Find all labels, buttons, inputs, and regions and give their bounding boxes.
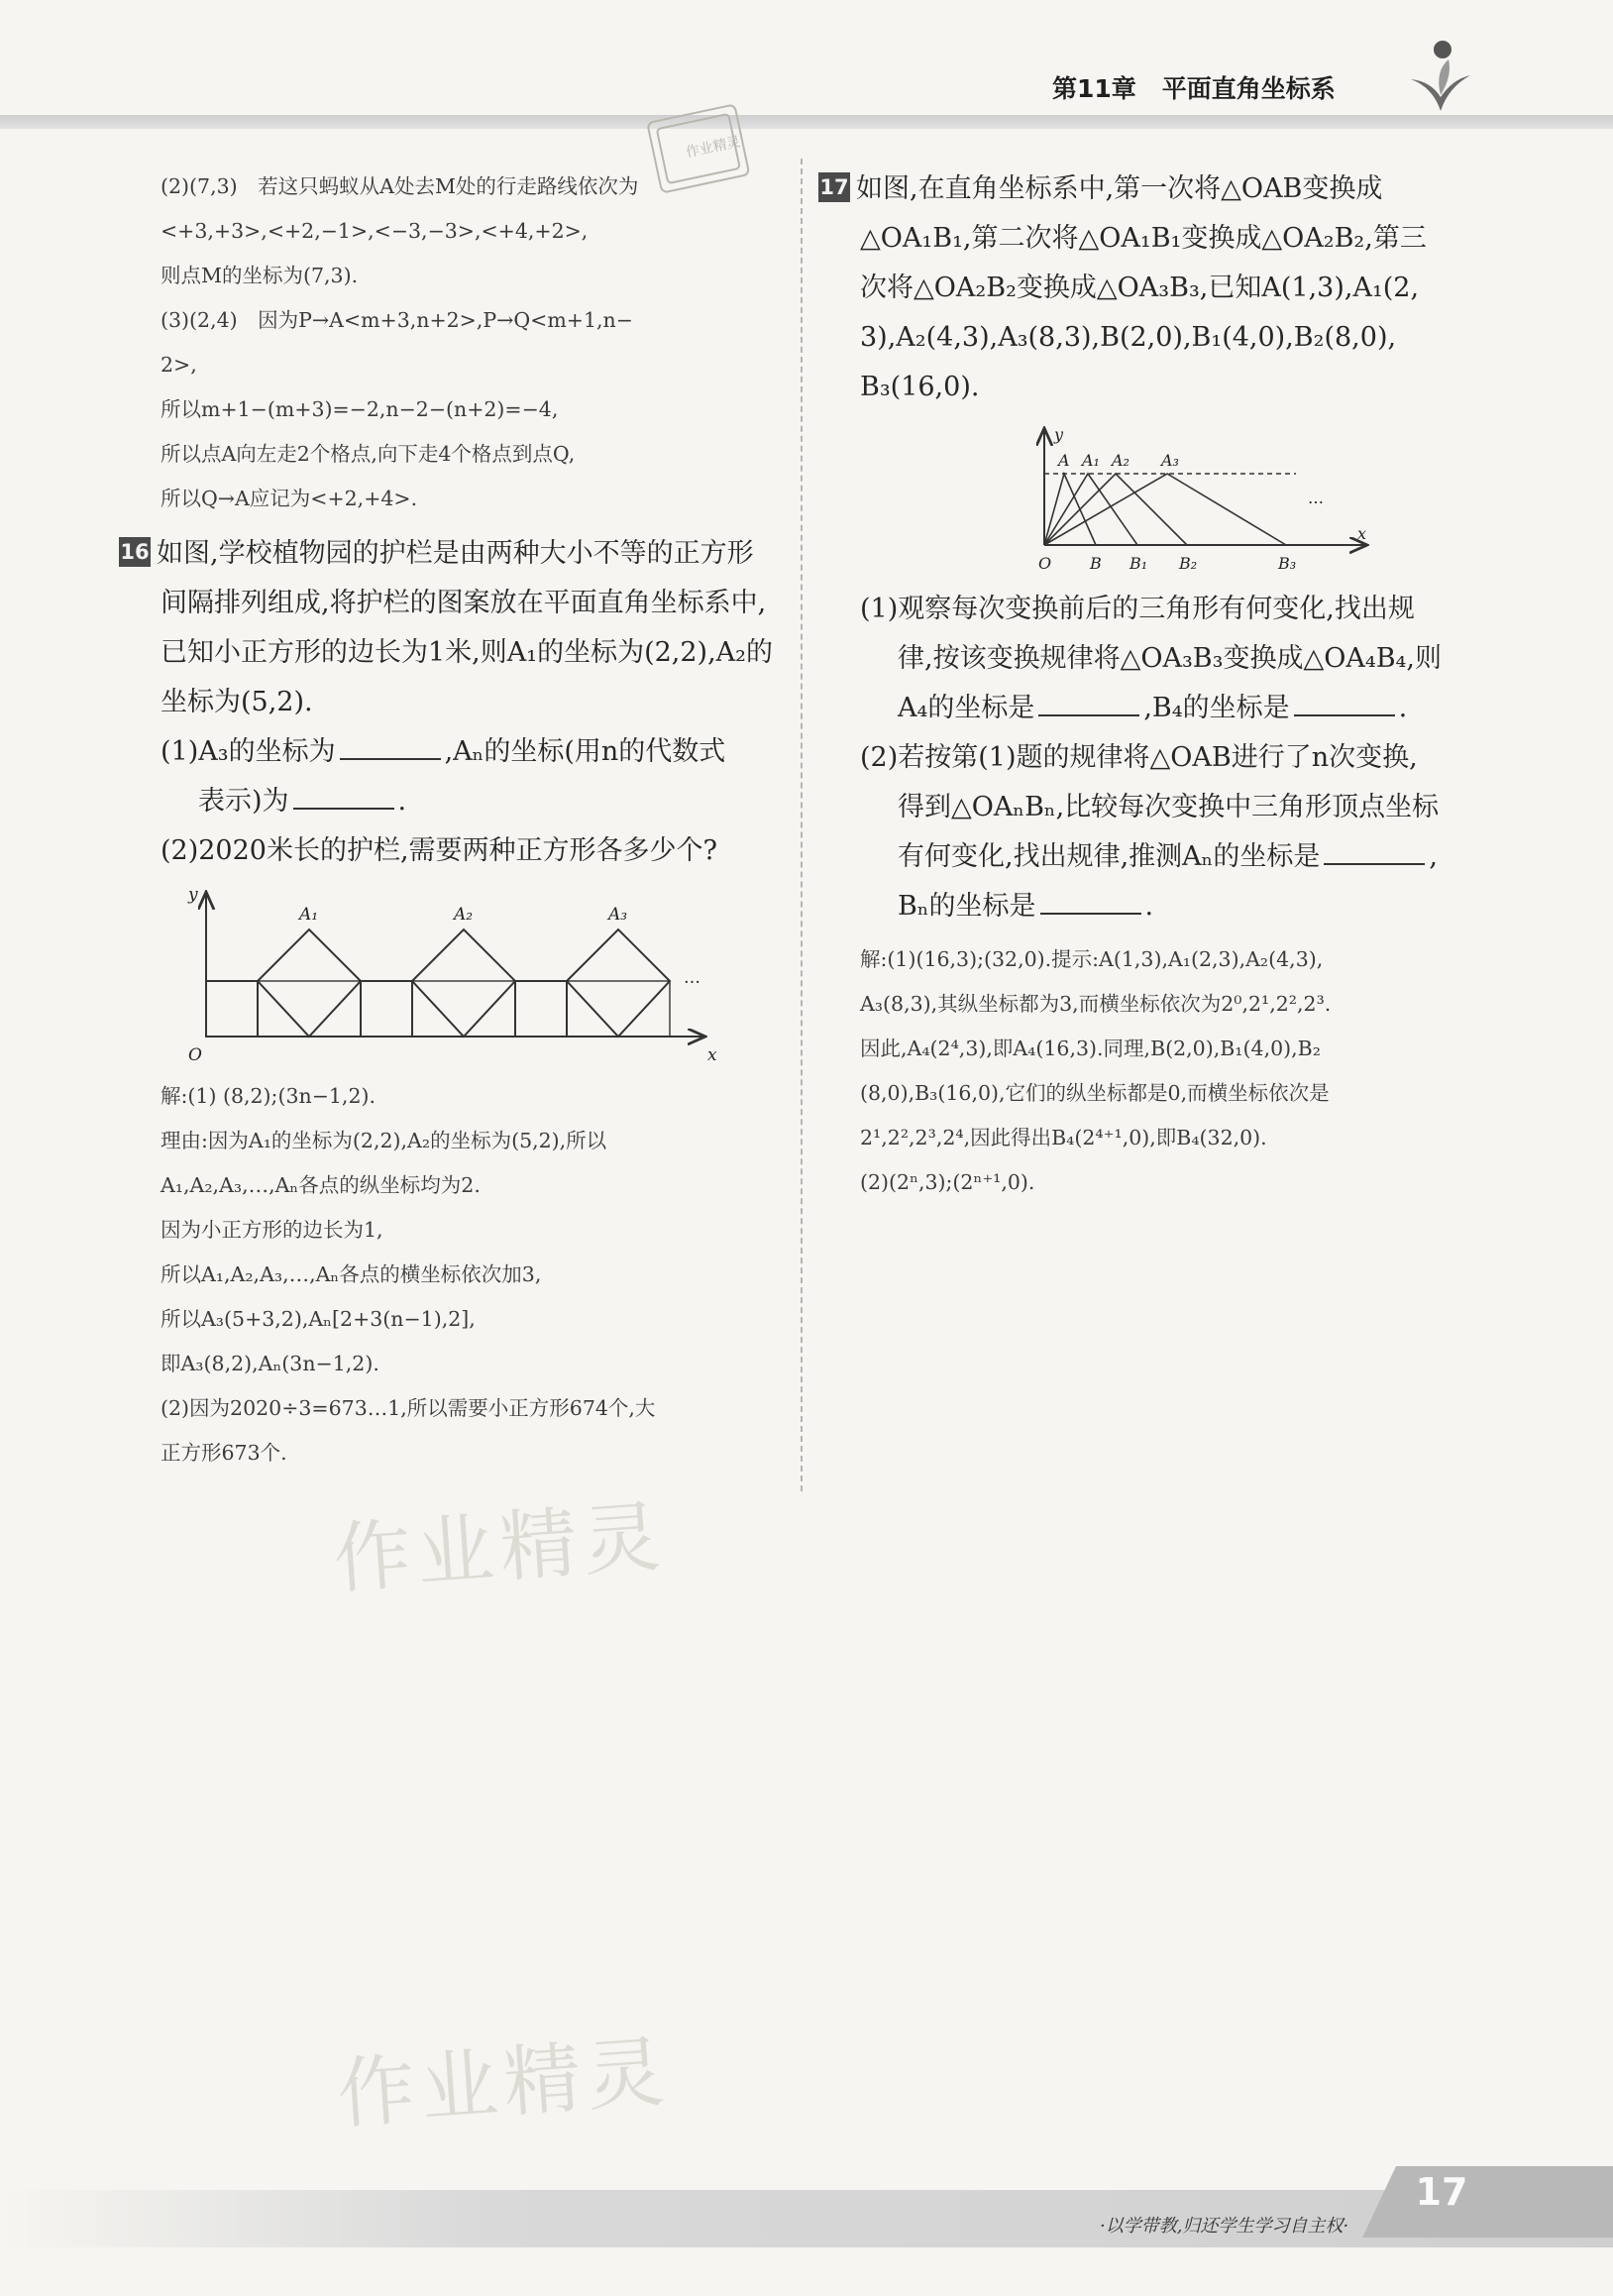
question-17-line: 次将△OA₂B₂变换成△OA₃B₃,已知A(1,3),A₁(2,: [860, 273, 1420, 303]
answer-line: 所以Q→A应记为<+2,+4>.: [161, 487, 418, 510]
page-number: 17: [1415, 2170, 1468, 2214]
question-17: [819, 164, 1484, 214]
origin-label: O: [1038, 554, 1052, 573]
solution-line: (2)(2ⁿ,3);(2ⁿ⁺¹,0).: [860, 1170, 1035, 1194]
solution-line: 解:(1)(16,3);(32,0).提示:A(1,3),A₁(2,3),A₂(4,3),: [860, 947, 1324, 971]
question-17-part-1-line: (1)观察每次变换前后的三角形有何变化,找出规: [860, 594, 1415, 624]
left-column: [120, 164, 780, 1476]
q17-part1-text-b: ,B₄的坐标是: [1143, 693, 1290, 723]
point-label-a2: A₂: [1112, 451, 1129, 470]
question-17-part-2-line: (2)若按第(1)题的规律将△OAB进行了n次变换,: [860, 742, 1418, 773]
point-label-a2: A₂: [454, 905, 474, 925]
footer-bar: [0, 2190, 1613, 2247]
answer-blank[interactable]: [293, 786, 394, 810]
fence-figure: [168, 880, 723, 1068]
question-17-line: 3),A₂(4,3),A₃(8,3),B(2,0),B₁(4,0),B₂(8,0),: [860, 322, 1397, 353]
answer-line: (3)(2,4) 因为P→A<m+3,n+2>,P→Q<m+1,n−: [161, 308, 633, 332]
q17-part1-text-a: A₄的坐标是: [898, 693, 1035, 723]
answer-line: <+3,+3>,<+2,−1>,<−3,−3>,<+4,+2>,: [161, 219, 589, 243]
solution-line: (8,0),B₃(16,0),它们的纵坐标都是0,而横坐标依次是: [860, 1081, 1330, 1105]
question-16-part-2: (2)2020米长的护栏,需要两种正方形各多少个?: [161, 835, 718, 866]
q17-part2-text-a: 有何变化,找出规律,推测Aₙ的坐标是: [898, 841, 1321, 872]
chapter-number: 第11章: [1052, 74, 1136, 103]
column-divider: [801, 159, 803, 1491]
y-axis-label: y: [188, 885, 198, 905]
book-leaf-logo-icon: [1405, 36, 1474, 117]
q16-part1-text-b: ,Aₙ的坐标(用n的代数式: [444, 736, 726, 767]
point-label-a1: A₁: [299, 905, 319, 925]
solution-line: 因为小正方形的边长为1,: [161, 1218, 383, 1242]
answer-line: (2)(7,3) 若这只蚂蚁从A处去M处的行走路线依次为: [161, 174, 639, 198]
answer-blank[interactable]: [340, 736, 441, 760]
point-label-b1: B₁: [1129, 554, 1148, 573]
triangle-transform-figure: [1009, 422, 1425, 581]
answer-blank[interactable]: [1294, 693, 1395, 716]
q17-part2-text-b: Bₙ的坐标是: [898, 891, 1036, 922]
q16-part1-text-c: 表示)为: [198, 786, 289, 817]
point-label-b2: B₂: [1179, 554, 1198, 573]
continuation-dots: …: [1308, 489, 1324, 507]
question-17-part-1-line: 律,按该变换规律将△OA₃B₃变换成△OA₄B₄,则: [898, 643, 1442, 674]
origin-label: O: [188, 1045, 202, 1065]
solution-line: A₁,A₂,A₃,…,Aₙ各点的纵坐标均为2.: [161, 1173, 481, 1197]
solution-line: 2¹,2²,2³,2⁴,因此得出B₄(2⁴⁺¹,0),即B₄(32,0).: [860, 1126, 1267, 1149]
y-axis-label: y: [1054, 425, 1064, 444]
question-17-part-2-blanks: Bₙ的坐标是 .: [898, 891, 1154, 922]
solution-line: 因此,A₄(2⁴,3),即A₄(16,3).同理,B(2,0),B₁(4,0),B₂: [860, 1037, 1321, 1060]
point-label-a3: A₃: [608, 905, 628, 925]
x-axis-label: x: [707, 1045, 717, 1065]
question-16-part-1: (1)A₃的坐标为 ,Aₙ的坐标(用n的代数式 表示)为 .: [161, 736, 726, 817]
solution-line: 解:(1) (8,2);(3n−1,2).: [161, 1084, 376, 1108]
point-label-a: A: [1058, 451, 1070, 470]
footer-slogan: ·以学带教,归还学生学习自主权·: [1100, 2216, 1349, 2237]
question-17-line: B₃(16,0).: [860, 372, 980, 402]
question-17-line: 如图,在直角坐标系中,第一次将△OAB变换成: [856, 173, 1383, 204]
question-17-part-2-blanks: 有何变化,找出规律,推测Aₙ的坐标是 ,: [898, 841, 1438, 872]
answer-line: 所以m+1−(m+3)=−2,n−2−(n+2)=−4,: [161, 397, 559, 421]
question-number-badge: 17: [818, 172, 850, 202]
watermark-text: 作业精灵: [334, 2027, 674, 2140]
continuation-dots: …: [684, 968, 700, 988]
answer-blank[interactable]: [1040, 891, 1141, 915]
solution-line: A₃(8,3),其纵坐标都为3,而横坐标依次为2⁰,2¹,2²,2³.: [860, 992, 1332, 1016]
point-label-a3: A₃: [1161, 451, 1179, 470]
point-label-a1: A₁: [1082, 451, 1100, 470]
solution-line: 所以A₁,A₂,A₃,…,Aₙ各点的横坐标依次加3,: [161, 1262, 542, 1286]
answer-blank[interactable]: [1038, 693, 1139, 716]
point-label-b: B: [1090, 554, 1102, 573]
question-17-part-2-line: 得到△OAₙBₙ,比较每次变换中三角形顶点坐标: [898, 792, 1440, 822]
solution-line: 正方形673个.: [161, 1441, 287, 1465]
chapter-header: [1052, 69, 1336, 105]
right-column: [819, 164, 1484, 1205]
answer-line: 2>,: [161, 353, 197, 377]
solution-line: (2)因为2020÷3=673…1,所以需要小正方形674个,大: [161, 1396, 656, 1420]
question-16: [120, 529, 780, 727]
solution-line: 理由:因为A₁的坐标为(2,2),A₂的坐标为(5,2),所以: [161, 1129, 607, 1152]
answer-line: 所以点A向左走2个格点,向下走4个格点到点Q,: [161, 442, 576, 466]
chapter-title: 平面直角坐标系: [1161, 74, 1336, 103]
question-17-part-1-blanks: A₄的坐标是 ,B₄的坐标是 .: [898, 693, 1408, 723]
stamp-text: 作业精灵: [684, 134, 742, 162]
header-rule: [0, 115, 1613, 129]
point-label-b3: B₃: [1278, 554, 1297, 573]
answer-line: 则点M的坐标为(7,3).: [161, 264, 359, 287]
solution-line: 即A₃(8,2),Aₙ(3n−1,2).: [161, 1352, 379, 1375]
x-axis-label: x: [1357, 524, 1367, 543]
q16-part1-text-a: (1)A₃的坐标为: [161, 736, 336, 767]
solution-line: 所以A₃(5+3,2),Aₙ[2+3(n−1),2],: [161, 1307, 476, 1331]
question-number-badge: 16: [119, 537, 151, 567]
question-17-line: △OA₁B₁,第二次将△OA₁B₁变换成△OA₂B₂,第三: [860, 223, 1427, 254]
question-16-text: 如图,学校植物园的护栏是由两种大小不等的正方形间隔排列组成,将护栏的图案放在平面直角坐标系中,已知小正方形的边长为1米,则A₁的坐标为(2,2),A₂的坐标为(5,2).: [157, 538, 773, 717]
answer-blank[interactable]: [1324, 841, 1425, 865]
watermark-text: 作业精灵: [330, 1492, 670, 1605]
